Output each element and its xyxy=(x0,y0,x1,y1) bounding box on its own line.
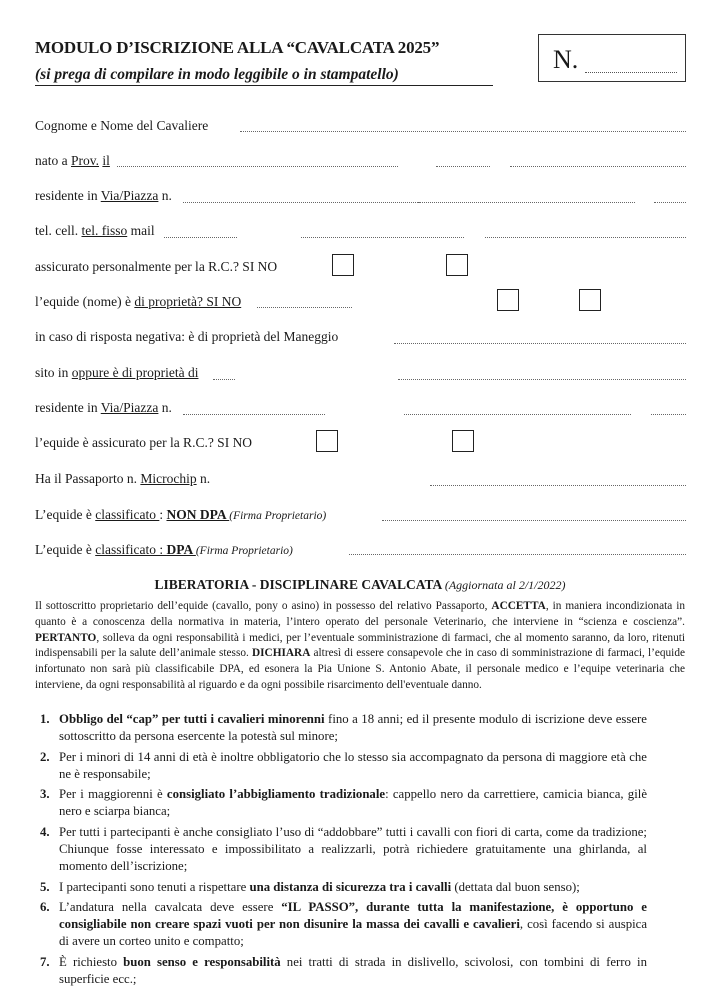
stable-location-label: sito in oppure è di proprietà di xyxy=(35,365,199,380)
form-subtitle: (si prega di compilare in modo leggibile o in stampatello) xyxy=(35,66,493,86)
number-label: N. xyxy=(553,45,579,74)
rider-insured-no-checkbox[interactable] xyxy=(446,254,468,276)
landline-phone-field[interactable] xyxy=(301,237,464,238)
other-owner-field[interactable] xyxy=(398,379,686,380)
residence-row-label: residente in Via/Piazza n. xyxy=(35,188,172,203)
registration-number-box xyxy=(538,34,686,82)
rule-item: 6. L’andatura nella cavalcata deve essere “IL PASSO”, durante tutta la manifestazione, è opportuno e consigliabile non creare spazi vuoti per non disunire la massa dei cavalli e cavalieri, così facendo si auspica di avere un corteo unito e compatto; xyxy=(40,899,648,949)
email-field[interactable] xyxy=(485,237,686,238)
dpa-label: L’equide è classificato : DPA (Firma Proprietario) xyxy=(35,542,293,557)
horse-insurance-label: l’equide è assicurato per la R.C.? SI NO xyxy=(35,435,253,450)
liberatoria-text: Il sottoscritto proprietario dell’equide (cavallo, pony o asino) in possesso del relativo Passaporto, ACCETTA, in maniera incondizionata in quanto è a conoscenza della normativa in materia, l’intero operato del personale Veterinario, che interviene in “scienza e coscienza”. PERTANTO, solleva da ogni responsabilità i medici, per l’eventuale somministrazione di farmaci, che al momento saranno, da loro, ritenuti indispensabili per la salute dell’animale stesso. DICHIARA altresì di essere consapevole che in caso di somministrazione di farmaci, l’equide infortunato non sarà più classificabile DPA, ed esonera la Pia Unione S. Antonio Abate, il personale medico e l’equipe veterinaria che interviene, da ogni responsabilità al riguardo e da ogni possibile risarcimento dell'eventuale danno. xyxy=(35,600,685,691)
dpa-signature-field[interactable] xyxy=(349,554,686,555)
stable-location-field[interactable] xyxy=(213,379,235,380)
rule-item: 4. Per tutti i partecipanti è anche consigliato l’uso di “addobbare” tutti i cavalli con fiori di carta, come da tradizione; Chiunque fosse interessato e impossibilitato a realizzarli, potrà richiedere gratuitamente una ghirlanda, al momento dell’iscrizione; xyxy=(40,824,647,874)
liberatoria-title: LIBERATORIA - DISCIPLINARE CAVALCATA (Aggiornata al 2/1/2022) xyxy=(154,577,566,592)
birth-date-field[interactable] xyxy=(510,166,686,167)
passport-label: Ha il Passaporto n. Microchip n. xyxy=(35,471,211,486)
rule-item: 5. I partecipanti sono tenuti a rispettare una distanza di sicurezza tra i cavalli (dettata dal buon senso); xyxy=(40,879,580,894)
horse-name-field[interactable] xyxy=(257,307,352,308)
rider-name-label: Cognome e Nome del Cavaliere xyxy=(35,118,209,133)
horse-owner-label: l’equide (nome) è di proprietà? SI NO xyxy=(35,294,242,309)
owner-address-field[interactable] xyxy=(404,414,631,415)
address-field[interactable] xyxy=(417,202,635,203)
stable-field[interactable] xyxy=(394,343,686,344)
rules-list xyxy=(35,711,647,991)
horse-owned-yes-checkbox[interactable] xyxy=(497,289,519,311)
liberatoria-date: (Aggiornata al 2/1/2022) xyxy=(444,578,566,592)
number-field[interactable] xyxy=(585,72,677,73)
rule-item: 3. Per i maggiorenni è consigliato l’abbigliamento tradizionale: cappello nero da carrettiere, camicia bianca, gilè nero e sciarpa bianca; xyxy=(40,787,647,819)
birth-province-field[interactable] xyxy=(436,166,490,167)
non-dpa-signature-field[interactable] xyxy=(382,520,686,521)
contacts-row-label: tel. cell. tel. fisso mail xyxy=(35,223,155,238)
owner-house-number-field[interactable] xyxy=(651,414,686,415)
horse-insured-no-checkbox[interactable] xyxy=(452,430,474,452)
residence-field[interactable] xyxy=(183,202,420,203)
birth-row-label: nato a Prov. il xyxy=(35,153,110,168)
passport-microchip-field[interactable] xyxy=(430,485,686,486)
house-number-field[interactable] xyxy=(654,202,686,203)
horse-insured-yes-checkbox[interactable] xyxy=(316,430,338,452)
owner-residence-field[interactable] xyxy=(183,414,325,415)
owner-residence-label: residente in Via/Piazza n. xyxy=(35,400,172,415)
birthplace-field[interactable] xyxy=(117,166,398,167)
non-dpa-label: L’equide è classificato : NON DPA (Firma Proprietario) xyxy=(35,507,327,522)
rule-item: 1. Obbligo del “cap” per tutti i cavalieri minorenni fino a 18 anni; ed il presente modulo di iscrizione deve essere sottoscritto da persona esercente la potestà sul minore; xyxy=(40,712,647,744)
stable-label: in caso di risposta negativa: è di proprietà del Maneggio xyxy=(35,329,339,344)
rider-insured-yes-checkbox[interactable] xyxy=(332,254,354,276)
rule-item: 2. Per i minori di 14 anni di età è inoltre obbligatorio che lo stesso sia accompagnato da persona di maggiore età che ne è responsabile; xyxy=(40,749,647,781)
mobile-phone-field[interactable] xyxy=(164,237,237,238)
form-title: MODULO D’ISCRIZIONE ALLA “CAVALCATA 2025” xyxy=(35,38,440,57)
rider-name-field[interactable] xyxy=(240,131,686,132)
rider-insurance-label: assicurato personalmente per la R.C.? SI NO xyxy=(35,259,278,274)
rule-item: 7. È richiesto buon senso e responsabilità nei tratti di strada in dislivello, scivolosi, con tombini di ferro in superficie ecc.; xyxy=(40,954,648,986)
horse-owned-no-checkbox[interactable] xyxy=(579,289,601,311)
